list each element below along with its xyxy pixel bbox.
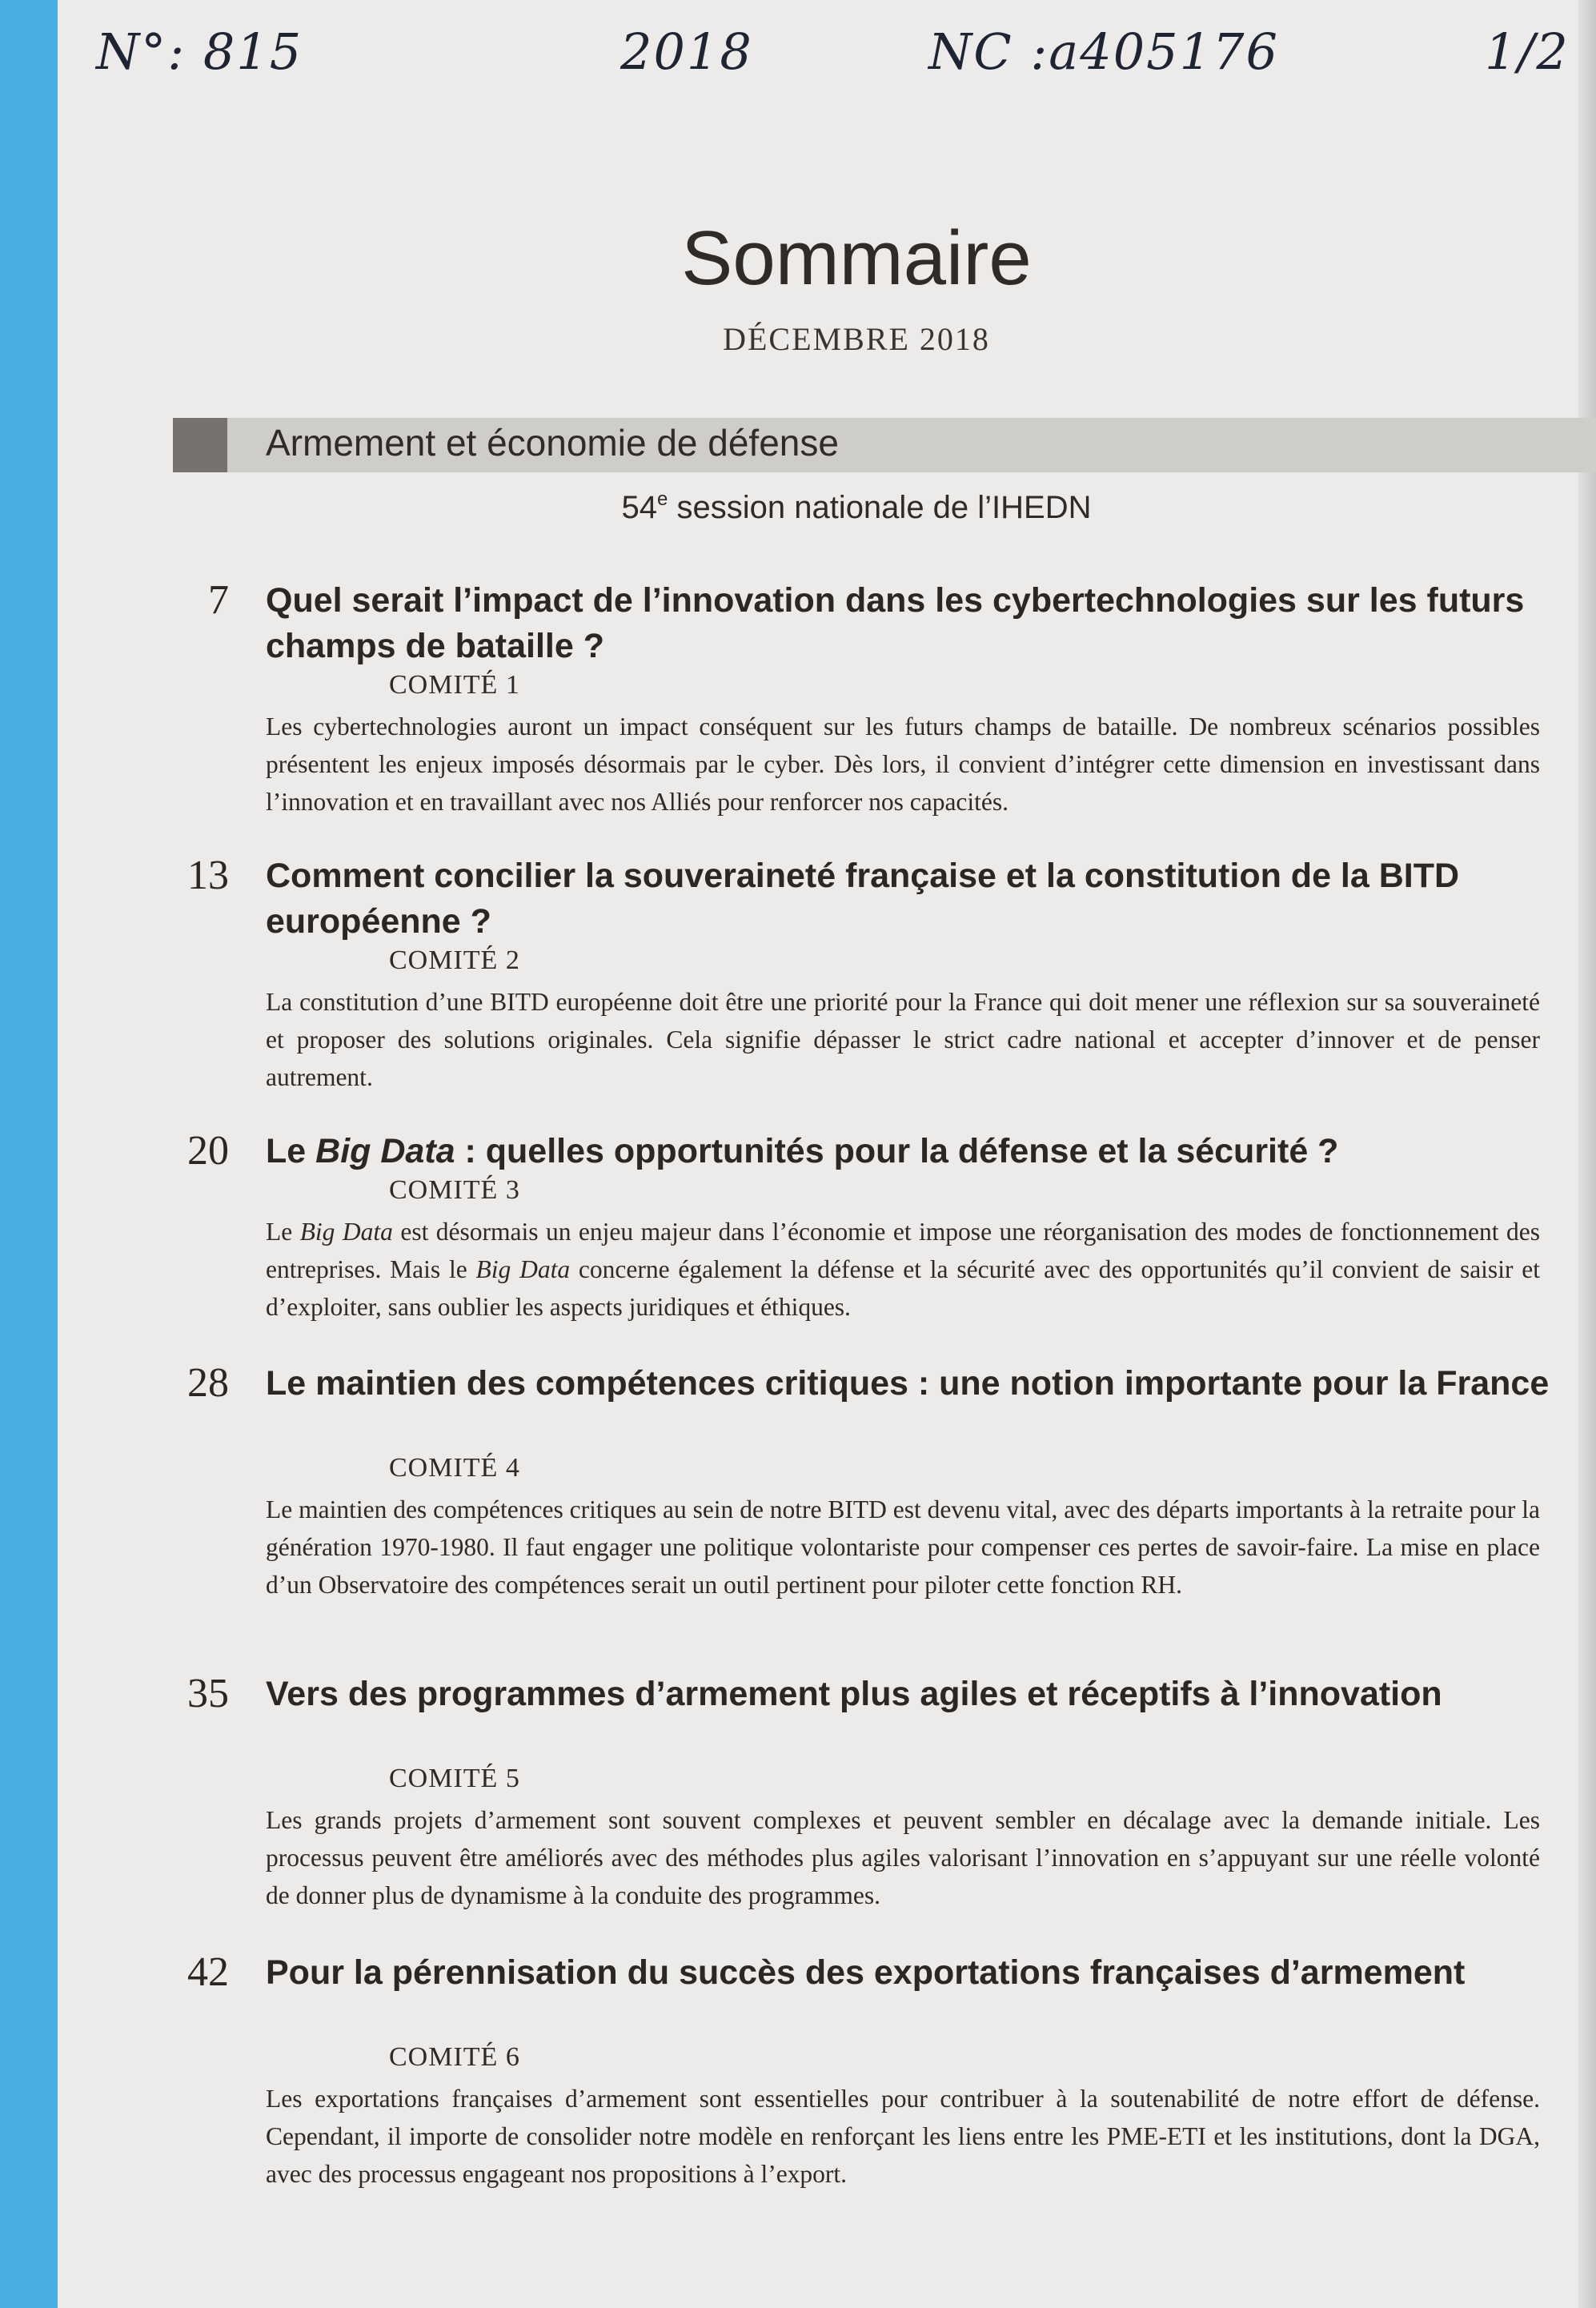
entry-title-suffix: : quelles opportunités pour la défense et la sécurité ?	[455, 1132, 1339, 1170]
entry-page-number: 28	[187, 1360, 229, 1406]
summary-part: est désormais un enjeu majeur dans l’économie et impose une réorganisation des modes de fonctionnement des entreprises. Mais le	[266, 1218, 1540, 1283]
session-line	[0, 488, 1596, 526]
entry-committee: COMITÉ 2	[389, 945, 520, 975]
entry-page-number: 7	[208, 577, 229, 623]
session-number: 54	[621, 490, 657, 525]
handwritten-reference: NC :a405176	[928, 22, 1279, 81]
issue-date: DÉCEMBRE 2018	[723, 321, 990, 357]
summary-part-italic: Big Data	[475, 1255, 571, 1283]
entry-title: Quel serait l’impact de l’innovation dans les cybertechnologies sur les futurs champs de bataille ?	[266, 581, 1525, 665]
entry-summary: Les cybertechnologies auront un impact conséquent sur les futurs champs de bataille. De nombreux scénarios possibles présentent les enjeux imposés désormais par le cyber. Dès lors, il convient d’intégrer cette dimension en investissant dans l’innovation et en travaillant avec nos Alliés pour renforcer nos capacités.	[266, 712, 1540, 816]
entry-title: Le maintien des compétences critiques : une notion importante pour la France	[266, 1364, 1550, 1403]
entry-summary: Le maintien des compétences critiques au sein de notre BITD est devenu vital, avec des départs importants à la retraite pour la génération 1970-1980. Il faut engager une politique volontariste pour compenser ces pertes de savoir-faire. La mise en place d’un Observatoire des compétences serait un outil pertinent pour piloter cette fonction RH.	[266, 1495, 1540, 1599]
entry-page-number: 13	[187, 853, 229, 898]
entry-summary: Les grands projets d’armement sont souvent complexes et peuvent sembler en décalage avec la demande initiale. Les processus peuvent être améliorés avec des méthodes plus agiles valorisant l’innovation en s’appuyant sur une réelle volonté de donner plus de dynamisme à la conduite des programmes.	[266, 1806, 1540, 1909]
section-title: Armement et économie de défense	[266, 422, 839, 464]
entry-committee: COMITÉ 1	[389, 670, 520, 700]
handwritten-page: 1/2	[1485, 22, 1570, 81]
handwritten-number: N°: 815	[96, 22, 303, 81]
entry-committee: COMITÉ 5	[389, 1764, 520, 1793]
entry-committee: COMITÉ 3	[389, 1175, 520, 1205]
entry-title: Vers des programmes d’armement plus agiles et réceptifs à l’innovation	[266, 1675, 1442, 1713]
entry-summary	[266, 1213, 1540, 1326]
handwritten-year: 2018	[620, 22, 753, 81]
entry-page-number: 42	[187, 1949, 229, 1995]
entry-title: Pour la pérennisation du succès des exportations françaises d’armement	[266, 1953, 1466, 1992]
entry-page-number: 35	[187, 1671, 229, 1716]
entry-committee: COMITÉ 4	[389, 1453, 520, 1483]
entry-title: Comment concilier la souveraineté française et la constitution de la BITD européenne ?	[266, 857, 1460, 941]
session-superscript: e	[656, 488, 668, 510]
entry-title-italic: Big Data	[315, 1132, 455, 1170]
entry-summary: La constitution d’une BITD européenne doit être une priorité pour la France qui doit mener une réflexion sur sa souveraineté et proposer des solutions originales. Cela signifie dépasser le strict cadre national et accepter d’innover et de penser autrement.	[266, 988, 1540, 1091]
summary-part-italic: Big Data	[299, 1218, 393, 1246]
summary-part: concerne également la défense et la sécurité avec des opportunités qu’il convient de saisir et d’exploiter, sans oublier les aspects juridiques et éthiques.	[266, 1255, 1540, 1321]
entry-summary: Les exportations françaises d’armement sont essentielles pour contribuer à la soutenabilité de notre effort de défense. Cependant, il importe de consolider notre modèle en renforçant les liens entre les PME-ETI et les institutions, dont la DGA, avec des processus engageant nos propositions à l’export.	[266, 2085, 1540, 2188]
entry-page-number: 20	[187, 1128, 229, 1174]
section-marker	[173, 418, 227, 472]
entry-title	[266, 1129, 1562, 1174]
session-text: session nationale de l’IHEDN	[668, 490, 1092, 525]
entry-committee: COMITÉ 6	[389, 2042, 520, 2072]
summary-part: Le	[266, 1218, 300, 1246]
entry-title-prefix: Le	[266, 1132, 316, 1170]
page-title: Sommaire	[681, 215, 1032, 301]
